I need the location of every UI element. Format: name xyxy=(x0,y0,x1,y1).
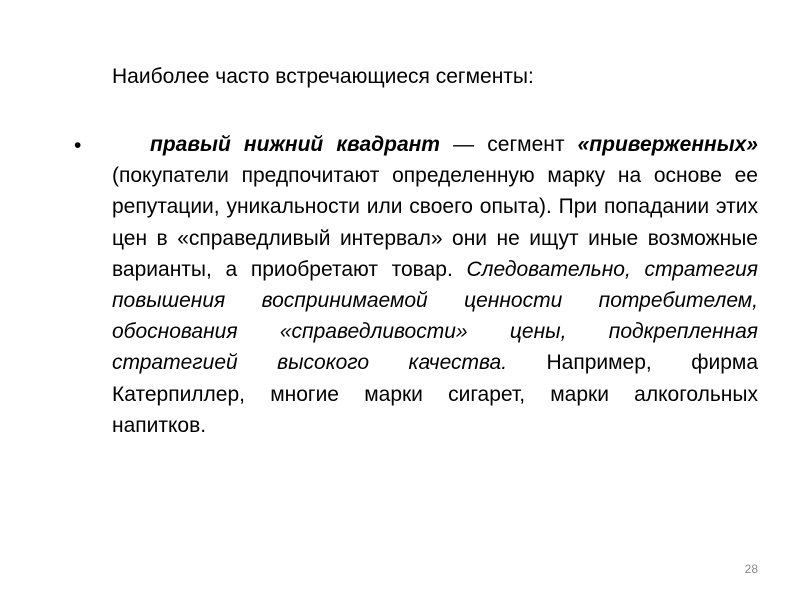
slide-heading: Наиболее часто встречающиеся сегменты: xyxy=(112,65,534,88)
strategy-conclusion: Следовательно, стратегия повышения воспринимаемой ценности потребителем, обоснования «справедливости» цены, подкрепленная стратегией высокого качества. xyxy=(112,257,758,375)
bullet-paragraph xyxy=(112,129,758,441)
dash-text: — сегмент xyxy=(439,133,578,156)
examples-text: Например, фирма Катерпиллер, многие марки сигарет, марки алкогольных напитков. xyxy=(112,351,758,437)
page-number: 28 xyxy=(744,562,758,576)
quadrant-term: правый нижний квадрант xyxy=(150,133,440,156)
segment-name: «приверженных» xyxy=(577,133,758,156)
segment-description: (покупатели предпочитают определенную марку на основе ее репутации, уникальности или своего опыта). При попадании этих цен в «справедливый интервал» они не ищут иные возможные варианты, а приобретают товар. xyxy=(112,164,758,281)
bullet-point: • xyxy=(74,134,82,157)
